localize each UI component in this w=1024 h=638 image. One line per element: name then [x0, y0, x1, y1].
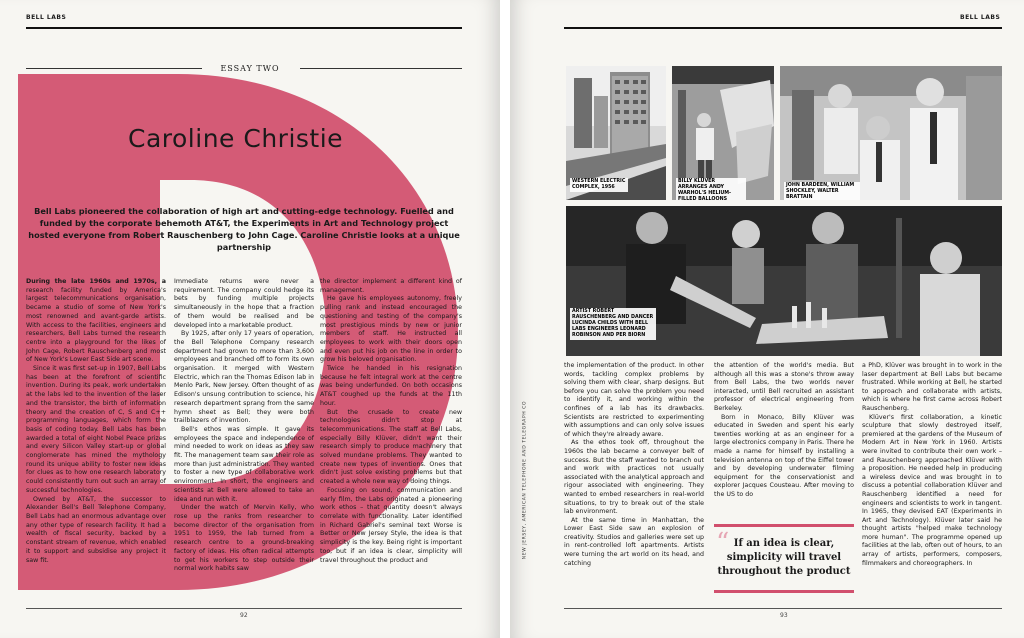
photo-kluver-balloons	[672, 66, 774, 200]
running-head: BELL LABS	[960, 14, 1001, 21]
left-page	[0, 0, 500, 638]
paragraph: Klüver's first collaboration, a kinetic sculpture that slowly destroyed itself, premiered at the gardens of the Museum of Modern Art in New York in 1960. Artists were invited to contribute their own work – and Rauschenberg approached Klüver with a proposition. He needed help in producing a wireless device and was brought in to discuss a potential collaboration Klüver and Rauschenberg identified a need for engineers and scientists to work in tangent. In 1965, they devised EAT (Experiments in Art and Technology). Klüver later said he thought artists "helped make technology more human". The programme opened up facilities at the lab, often out of hours, to an array of artists, performers, composers, filmmakers and choreographers. In	[862, 413, 1002, 567]
paragraph: Owned by AT&T, the successor to Alexander Bell's Bell Telephone Company, Bell Labs had an enormous advantage over any other type of research facility. It had a wealth of fiscal security, backed by a constant stream of revenue, which enabled it to support and subsidise any project it saw fit.	[26, 495, 166, 564]
pull-quote-rule-bottom	[714, 590, 854, 593]
body-column-2	[174, 278, 314, 574]
standfirst-author: Caroline Christie	[300, 230, 378, 240]
photo-caption: JOHN BARDEEN, WILLIAM SHOCKLEY, WALTER BRATTAIN	[784, 182, 860, 200]
paragraph: the attention of the world's media. But although all this was a stone's throw away from Bell Labs, the two worlds never interacted, until Bell recruited an assistant professor of electrical engineering from Berkeley.	[714, 362, 854, 412]
page-number: 92	[240, 612, 248, 619]
right-body-column-1	[564, 362, 704, 568]
paragraph: Twice he handed in his resignation because he felt integral work at the centre was being underfunded. On both occasions AT&T coughed up the funds at the 11th hour.	[320, 365, 462, 407]
right-body-column-2	[714, 362, 854, 500]
photo-three-scientists	[780, 66, 1002, 200]
paragraph: As the ethos took off, throughout the 1960s the lab became a conveyer belt of success. But the staff wanted to branch out and work with practices not usually associated with the analytical approach and rigour associated with engineering. They wanted to embed researchers in real-world situations, to try to break out of the stale lab environment.	[564, 439, 704, 516]
paragraph: Born in Monaco, Billy Klüver was educated in Sweden and spent his early twenties working at as an engineer for a large electronics company in Paris. There he made a name for himself by installing a television antenna on top of the Eiffel tower and by developing underwater filming equipment for the conservationist and explorer Jacques Cousteau. After moving to the US to do	[714, 413, 854, 498]
page-number-right: 93	[780, 612, 788, 619]
paragraph: Since it was first set-up in 1907, Bell Labs has been at the forefront of scientific invention. During its peak, work undertaken at the labs led to the invention of the laser and the transistor, the birth of information theory and the creation of C, S and C++ programming languages, which form the basis of coding today. Bell Labs has been awarded a total of eight Nobel Peace prizes and every Silicon Valley start-up or global conglomerate has mined the mythology round its unique ability to foster new ideas for clues as to how one research laboratory could consistently turn out such an array of successful technologies.	[26, 365, 166, 494]
paragraph: He gave his employees autonomy, freely pulling rank and instead encouraged the questioning and testing of the company's most prestigious minds by new or junior members of staff. He instructed all employees to work with their doors open and even put his job on the line in order to grow his beloved organisation.	[320, 295, 462, 364]
photo-caption: ARTIST ROBERT RAUSCHENBERG AND DANCER LUCINDA CHILDS WITH BELL LABS ENGINEERS LEONARD ROBINSON AND PER BIORN	[570, 308, 656, 340]
paragraph: the implementation of the product. In other words, tackling complex problems by solving them with clear, sharp designs. But before you can solve the problem you need to identify it, and working within the confines of a lab has its drawbacks. Scientists are restricted to experimenting with assumptions and can only solve issues of which they're already aware.	[564, 362, 704, 438]
photo-western-electric-building	[566, 66, 666, 200]
paragraph: Under the watch of Mervin Kelly, who rose up the ranks from researcher to become director of the organisation from 1951 to 1959, the lab turned from a research centre to a ground-breaking factory of ideas. His often radical attempts to get his workers to step outside their normal work habits saw	[174, 504, 314, 573]
footer-rule	[26, 608, 462, 609]
paragraph: By 1925, after only 17 years of operation, the Bell Telephone Company research department had grown to more than 3,600 employees and branched off to form its own organisation. It merged with Western Electric, which ran the Thomas Edison lab in Menlo Park, New Jersey. Often thought of as Edison's unsung contribution to science, his research department sprang from the same hymn sheet as Bell; they were both trailblazers of invention.	[174, 330, 314, 425]
paragraph: a PhD, Klüver was brought in to work in the laser department at Bell Labs but became frustrated. While working at Bell, he started to approach and collaborate with artists, which is where he first came across Robert Rauschenberg.	[862, 362, 1002, 412]
quote-mark-icon: “	[716, 528, 730, 558]
running-head: BELL LABS	[26, 14, 67, 21]
top-rule	[26, 27, 462, 29]
essay-rule-right	[300, 68, 462, 69]
paragraph: But the crusade to create new technologies didn't stop at telecommunications. The staff at Bell Labs, especially Billy Klüver, didn't want their research simply to produce machinery that solved mundane problems. They wanted to create new types of inventions. Ones that didn't just solve existing problems but that created a whole new way of doing things.	[320, 408, 462, 486]
right-body-column-3	[862, 362, 1002, 568]
paragraph: Focusing on sound, communication and early film, the Labs originated a pioneering work ethos – that quantity doesn't always correlate with functionality. Later identified in Richard Gabriel's seminal text Worse is Better or New Jersey Style, the idea is that simplicity is the key. Being right is important too, but if an idea is clear, simplicity will travel throughout the product and	[320, 486, 462, 564]
body-column-3	[320, 278, 462, 565]
article-title: Caroline Christie	[128, 124, 344, 153]
photo-rauschenberg-group	[566, 206, 1002, 356]
standfirst-text-end: looks at a unique partnership	[216, 230, 460, 252]
paragraph: the director implement a different kind of management.	[320, 278, 462, 294]
vertical-photo-credit	[520, 360, 530, 600]
book-gutter	[500, 0, 510, 638]
photo-caption: BILLY KLÜVER ARRANGES ANDY WARHOL'S HELIUM-FILLED BALLOONS	[676, 178, 746, 200]
top-rule	[564, 27, 1002, 29]
pull-quote: If an idea is clear, simplicity will travel throughout the product	[717, 538, 851, 577]
body-column-1	[26, 278, 166, 565]
paragraph: Bell's ethos was simple. It gave its employees the space and independence of mind needed to work on ideas as they saw fit. The management team saw their role as more than just administration. They wanted to foster a new type of collaborative work environment. In short, the engineers and scientists at Bell were allowed to take an idea and run with it.	[174, 425, 314, 503]
paragraph: Immediate returns were never a requirement. The company could hedge its bets by funding multiple projects simultaneously in the hope that a fraction of them would be realised and be developed into a marketable product.	[174, 278, 314, 329]
standfirst	[26, 205, 462, 253]
photo-caption: WESTERN ELECTRIC COMPLEX, 1956	[570, 178, 628, 192]
vertical-credit-text: NEW JERSEY, AMERICAN TELEPHONE AND TELEGRAPH CO	[522, 400, 528, 560]
pull-quote-rule-top	[714, 524, 854, 527]
paragraph	[26, 278, 166, 365]
paragraph: At the same time in Manhattan, the Lower East Side saw an explosion of creativity. Studios and galleries were set up in rent-controlled loft apartments. Artists were turning the art world on its head, and catching	[564, 516, 704, 567]
essay-label: ESSAY TWO	[220, 64, 280, 73]
footer-rule-right	[564, 608, 1002, 609]
paragraph-text: research facility funded by America's largest telecommunications organisation, became a studio of some of New York's most renowned and avant-garde artists. With access to the facilities, engineers and researchers, Bell Labs turned the research centre into a playground for the likes of John Cage, Robert Rauschenberg and most of New York's Lower East Side art scene.	[26, 286, 166, 364]
standfirst-text: Bell Labs pioneered the collaboration of high art and cutting-edge technology. Fuelled and funded by the corporate behemoth AT&T, the Experiments in Art and Technology project hosted everyone from Robert Rauschenberg to John Cage.	[28, 206, 454, 240]
lead-in: During the late 1960s and 1970s, a	[26, 278, 166, 285]
scientists-illustration	[780, 66, 1002, 200]
